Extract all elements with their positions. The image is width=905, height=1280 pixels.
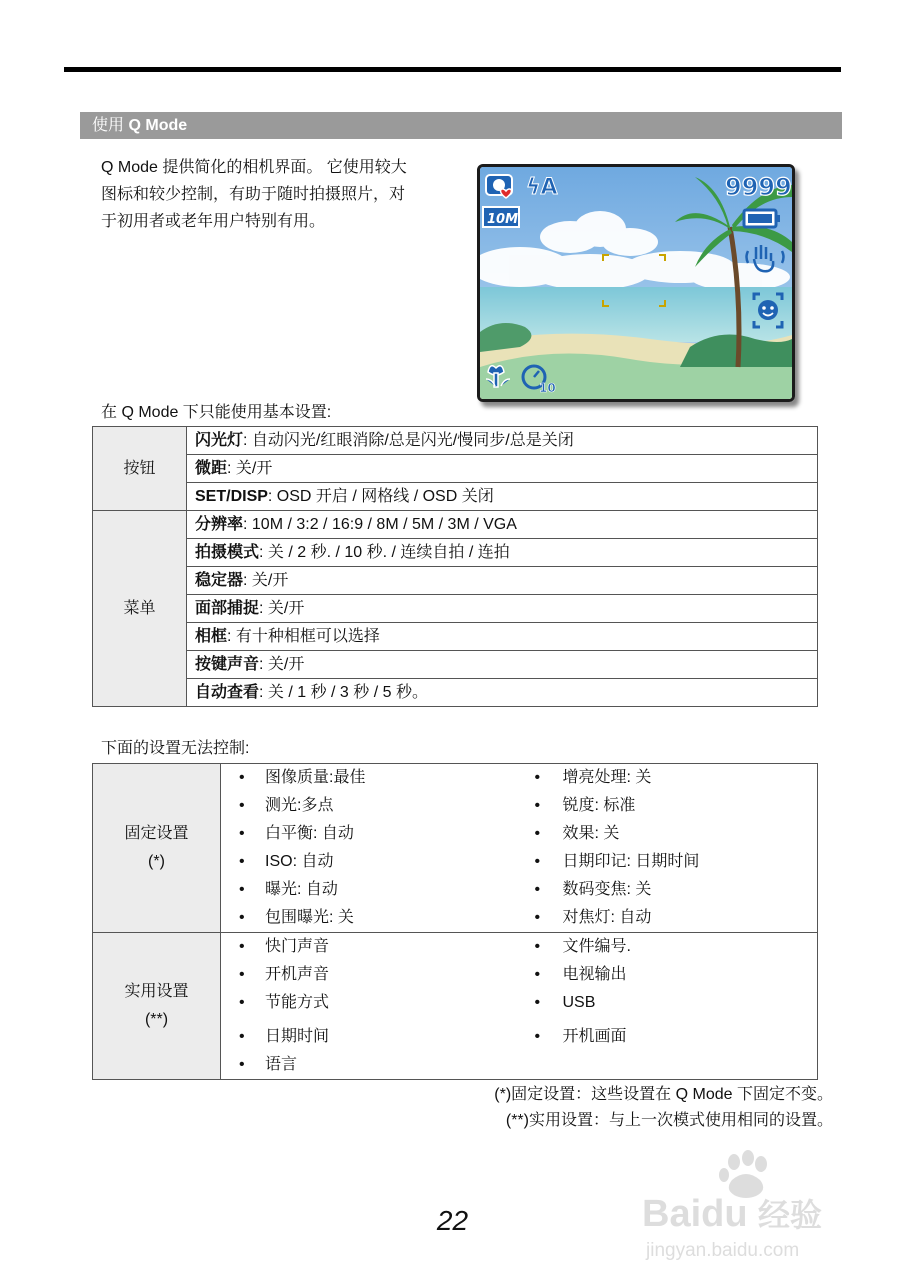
timer-value: 10 xyxy=(539,381,556,395)
list-item: • 开机画面 xyxy=(511,1023,818,1051)
practical-list-left xyxy=(221,933,511,1080)
list-item: • 日期印记: 日期时间 xyxy=(511,848,818,876)
setting-value: : 关/开 xyxy=(243,572,289,589)
setting-cell xyxy=(187,511,818,539)
setting-cell xyxy=(187,427,818,455)
watermark-brand-cn: 经验 xyxy=(758,1196,823,1234)
category-buttons: 按钮 xyxy=(93,427,187,511)
list-item: • 图像质量:最佳 xyxy=(221,764,511,792)
uncontrollable-heading: 下面的设置无法控制: xyxy=(101,740,250,757)
category-fixed-settings xyxy=(93,764,221,933)
list-item: • ISO: 自动 xyxy=(221,848,511,876)
list-item: • 开机声音 xyxy=(221,961,511,989)
list-item: • 节能方式 xyxy=(221,989,511,1017)
uncontrollable-settings-table xyxy=(92,763,818,1080)
beach-scene-illustration xyxy=(480,167,792,399)
table-row xyxy=(93,483,818,511)
setting-cell xyxy=(187,539,818,567)
setting-name: 闪光灯 xyxy=(195,432,244,449)
category-label: 固定设置 xyxy=(124,825,189,842)
table-row xyxy=(93,427,818,455)
camera-heart-icon xyxy=(486,175,512,198)
table-row xyxy=(93,679,818,707)
setting-value: : 关 / 1 秒 / 3 秒 / 5 秒。 xyxy=(259,684,428,701)
setting-cell xyxy=(187,679,818,707)
watermark-brand: Baidu xyxy=(642,1193,748,1235)
list-item: • 效果: 关 xyxy=(511,820,818,848)
list-item: • 电视输出 xyxy=(511,961,818,989)
table-row xyxy=(93,511,818,539)
list-item: • 曝光: 自动 xyxy=(221,876,511,904)
setting-name: 微距 xyxy=(195,460,228,477)
fixed-list-right xyxy=(511,764,818,933)
list-item: • 数码变焦: 关 xyxy=(511,876,818,904)
table-row xyxy=(93,567,818,595)
list-item: • 快门声音 xyxy=(221,933,511,961)
table-row xyxy=(93,764,818,933)
table-row xyxy=(93,539,818,567)
list-item: • 日期时间 xyxy=(221,1023,511,1051)
table-row xyxy=(93,651,818,679)
setting-name: 自动查看 xyxy=(195,684,260,701)
flash-mode-icon: ϟA xyxy=(526,175,558,200)
intro-line: Q Mode 提供简化的相机界面。 它使用较大 xyxy=(101,159,407,176)
setting-name: 面部捕捉 xyxy=(195,600,260,617)
basic-settings-heading: 在 Q Mode 下只能使用基本设置: xyxy=(101,404,332,421)
setting-cell xyxy=(187,567,818,595)
category-label: 实用设置 xyxy=(124,983,189,1000)
list-item: • 测光:多点 xyxy=(221,792,511,820)
list-item: • 增亮处理: 关 xyxy=(511,764,818,792)
section-title-bar xyxy=(80,112,842,139)
list-item: • 包围曝光: 关 xyxy=(221,904,511,932)
list-item: • 对焦灯: 自动 xyxy=(511,904,818,932)
setting-value: : 10M / 3:2 / 16:9 / 8M / 5M / 3M / VGA xyxy=(243,516,517,533)
setting-cell xyxy=(187,483,818,511)
practical-list-right xyxy=(511,933,818,1080)
fixed-settings-note: (*)固定设置：这些设置在 Q Mode 下固定不变。 xyxy=(494,1086,833,1103)
list-item: • 文件编号. xyxy=(511,933,818,961)
setting-name: 稳定器 xyxy=(195,572,244,589)
list-item: • USB xyxy=(511,989,818,1017)
setting-cell xyxy=(187,595,818,623)
shots-remaining: 9999 xyxy=(725,173,792,201)
category-practical-settings xyxy=(93,933,221,1080)
table-row xyxy=(93,623,818,651)
table-row xyxy=(93,455,818,483)
list-item: • 语言 xyxy=(221,1051,511,1079)
list-item: • 锐度: 标准 xyxy=(511,792,818,820)
intro-line: 图标和较少控制，有助于随时拍摄照片，对 xyxy=(101,186,406,203)
section-title-bold: Q Mode xyxy=(128,117,188,134)
intro-line: 于初用者或老年用户特别有用。 xyxy=(101,213,326,230)
setting-cell xyxy=(187,623,818,651)
section-title-prefix: 使用 xyxy=(92,117,125,134)
setting-value: : 有十种相框可以选择 xyxy=(227,628,380,645)
setting-name: 分辨率 xyxy=(195,516,244,533)
fixed-list-left xyxy=(221,764,511,933)
top-rule xyxy=(64,67,841,72)
setting-value: : 关 / 2 秒. / 10 秒. / 连续自拍 / 连拍 xyxy=(259,544,510,561)
practical-settings-note: (**)实用设置：与上一次模式使用相同的设置。 xyxy=(505,1112,833,1129)
battery-icon xyxy=(744,210,780,227)
setting-name: SET/DISP xyxy=(195,488,268,505)
category-menu: 菜单 xyxy=(93,511,187,707)
category-marker: (*) xyxy=(148,853,165,870)
resolution-badge: 10M xyxy=(487,212,519,227)
setting-cell xyxy=(187,651,818,679)
setting-value: : 关/开 xyxy=(259,656,305,673)
watermark-url: jingyan.baidu.com xyxy=(646,1240,800,1261)
intro-paragraph xyxy=(101,154,463,235)
table-row xyxy=(93,933,818,1080)
setting-value: : 自动闪光/红眼消除/总是闪光/慢同步/总是关闭 xyxy=(243,432,574,449)
setting-value: : 关/开 xyxy=(227,460,273,477)
setting-name: 按键声音 xyxy=(195,656,260,673)
setting-value: : OSD 开启 / 网格线 / OSD 关闭 xyxy=(267,488,494,505)
table-row xyxy=(93,595,818,623)
list-item: • 白平衡: 自动 xyxy=(221,820,511,848)
setting-name: 拍摄模式 xyxy=(195,544,260,561)
basic-settings-table xyxy=(92,426,818,707)
setting-value: : 关/开 xyxy=(259,600,305,617)
page-number: 22 xyxy=(436,1205,469,1236)
camera-lcd-preview xyxy=(477,164,795,402)
setting-cell xyxy=(187,455,818,483)
setting-name: 相框 xyxy=(195,628,228,645)
category-marker: (**) xyxy=(144,1011,169,1028)
